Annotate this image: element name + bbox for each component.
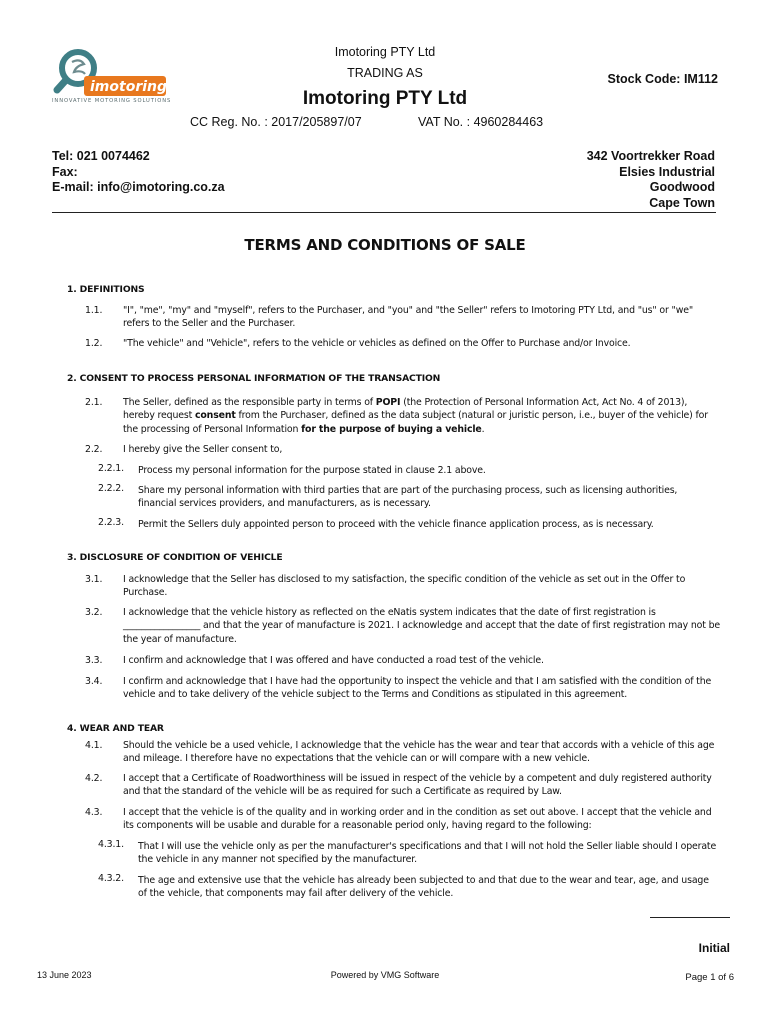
- cc-reg-number: CC Reg. No. : 2017/205897/07: [190, 115, 362, 129]
- clause-number: 4.2.: [85, 773, 103, 784]
- section-heading: 1. DEFINITIONS: [67, 284, 145, 295]
- clause-number: 4.1.: [85, 740, 103, 751]
- clause-text-part: from the Purchaser, defined as the data subject (natural or juristic person, i.e., buyer of the vehicle) for the processing of Personal Information: [123, 410, 708, 435]
- address-line: 342 Voortrekker Road: [586, 149, 715, 163]
- subclause-text: Permit the Sellers duly appointed person to proceed with the vehicle finance application process, as is necessary.: [138, 519, 654, 530]
- subclause-number: 4.3.1.: [98, 839, 124, 850]
- clause-number: 3.2.: [85, 607, 103, 618]
- clause-number: 1.1.: [85, 305, 103, 316]
- subclause-text: The age and extensive use that the vehicle has already been subjected to and that due to the wear and tear, age, and usage of the vehicle, that components may fail after delivery of the vehicle.: [138, 875, 709, 900]
- consent-term: consent: [194, 410, 236, 422]
- clause-text: I hereby give the Seller consent to,: [123, 444, 283, 455]
- clause-number: 2.2.: [85, 444, 103, 455]
- footer-date: 13 June 2023: [37, 970, 92, 980]
- clause-number: 2.1.: [85, 397, 103, 408]
- clause-text: I confirm and acknowledge that I have had the opportunity to inspect the vehicle and that I am satisfied with the condition of the vehicle and to take delivery of the vehicle subject to the Terms and Conditions as stipulated in this agreement.: [123, 676, 712, 701]
- clause-text: I acknowledge that the Seller has disclosed to my satisfaction, the specific condition of the vehicle as set out in the Offer to Purchase.: [123, 574, 686, 599]
- address-line: Cape Town: [649, 195, 715, 210]
- clause-text: [123, 396, 721, 436]
- clause-number: 1.2.: [85, 338, 103, 349]
- subclause-text: Share my personal information with third parties that are part of the purchasing process, such as licensing authorities, financial services providers, and manufacturers, as is necessary.: [138, 485, 678, 510]
- fax: Fax:: [52, 164, 78, 179]
- company-name-top: Imotoring PTY Ltd: [334, 45, 436, 59]
- trading-as: TRADING AS: [347, 66, 423, 80]
- clause-number: 3.1.: [85, 574, 103, 585]
- initial-label: Initial: [698, 941, 730, 955]
- clause-text: I acknowledge that the vehicle history as reflected on the eNatis system indicates that the date of first registration is _________________ and that the year of manufacture is 2021. I acknowledge and accept that the date of first registration may not be the year of manufacture.: [123, 607, 721, 645]
- initial-signature-line[interactable]: [650, 917, 730, 918]
- subclause-number: 2.2.3.: [98, 517, 124, 528]
- document-title: TERMS AND CONDITIONS OF SALE: [244, 236, 526, 254]
- section-heading: 4. WEAR AND TEAR: [67, 723, 164, 734]
- logo-tagline: INNOVATIVE MOTORING SOLUTIONS: [52, 98, 172, 104]
- clause-text: Should the vehicle be a used vehicle, I acknowledge that the vehicle has the wear and tear that accords with a vehicle of this age and mileage. I therefore have no expectations that the vehicle can or will compare with a new vehicle.: [123, 740, 715, 765]
- address-line: Elsies Industrial: [619, 164, 715, 179]
- header-divider: [52, 212, 716, 213]
- purpose-term: for the purpose of buying a vehicle: [301, 423, 482, 435]
- footer-powered-by: Powered by VMG Software: [330, 970, 440, 980]
- subclause-number: 2.2.1.: [98, 463, 124, 474]
- clause-text: I accept that a Certificate of Roadworthiness will be issued in respect of the vehicle by a competent and duly registered authority and that the standard of the vehicle will be as required for such a Certificate as required by Law.: [123, 773, 712, 798]
- address-line: Goodwood: [649, 180, 715, 194]
- clause-text-part: (the Protection of Personal Information Act, Act No. 4 of 2013), hereby request: [123, 397, 688, 422]
- footer-page-number: Page 1 of 6: [685, 972, 734, 983]
- clause-text: I accept that the vehicle is of the quality and in working order and in the condition as set out above. I accept that the vehicle and its components will be usable and durable for a reasonable period only, having regard to the following:: [123, 807, 712, 832]
- clause-text: "I", "me", "my" and "myself", refers to the Purchaser, and "you" and "the Seller" refers to Imotoring PTY Ltd, and "us" or "we" refers to the Seller and the Purchaser.: [123, 305, 693, 330]
- clause-number: 3.4.: [85, 676, 103, 687]
- stock-code: Stock Code: IM112: [607, 72, 718, 86]
- clause-text-part: The Seller, defined as the responsible party in terms of: [123, 397, 376, 408]
- section-heading: 2. CONSENT TO PROCESS PERSONAL INFORMATION OF THE TRANSACTION: [67, 373, 441, 384]
- email: E-mail: info@imotoring.co.za: [52, 180, 225, 194]
- subclause-number: 2.2.2.: [98, 483, 124, 494]
- company-name: Imotoring PTY Ltd: [302, 88, 468, 109]
- clause-text: "The vehicle" and "Vehicle", refers to the vehicle or vehicles as defined on the Offer to Purchase and/or Invoice.: [123, 338, 631, 349]
- tel: Tel: 021 0074462: [52, 149, 150, 163]
- logo-wordmark: imotoring: [90, 79, 168, 95]
- clause-text: I confirm and acknowledge that I was offered and have conducted a road test of the vehicle.: [123, 655, 544, 666]
- subclause-text: Process my personal information for the purpose stated in clause 2.1 above.: [138, 465, 486, 476]
- popi-term: POPI: [375, 397, 401, 408]
- company-address: [587, 149, 715, 211]
- clause-number: 3.3.: [85, 655, 103, 666]
- subclause-number: 4.3.2.: [98, 873, 124, 884]
- subclause-text: That I will use the vehicle only as per the manufacturer's specifications and that I will not hold the Seller liable should I operate the vehicle in any manner not specified by the manufacturer.: [138, 841, 717, 866]
- vat-number: VAT No. : 4960284463: [418, 115, 544, 129]
- contact-details: [52, 149, 225, 196]
- section-heading: 3. DISCLOSURE OF CONDITION OF VEHICLE: [67, 552, 283, 563]
- clause-number: 4.3.: [85, 807, 103, 818]
- clause-text-part: .: [481, 423, 485, 435]
